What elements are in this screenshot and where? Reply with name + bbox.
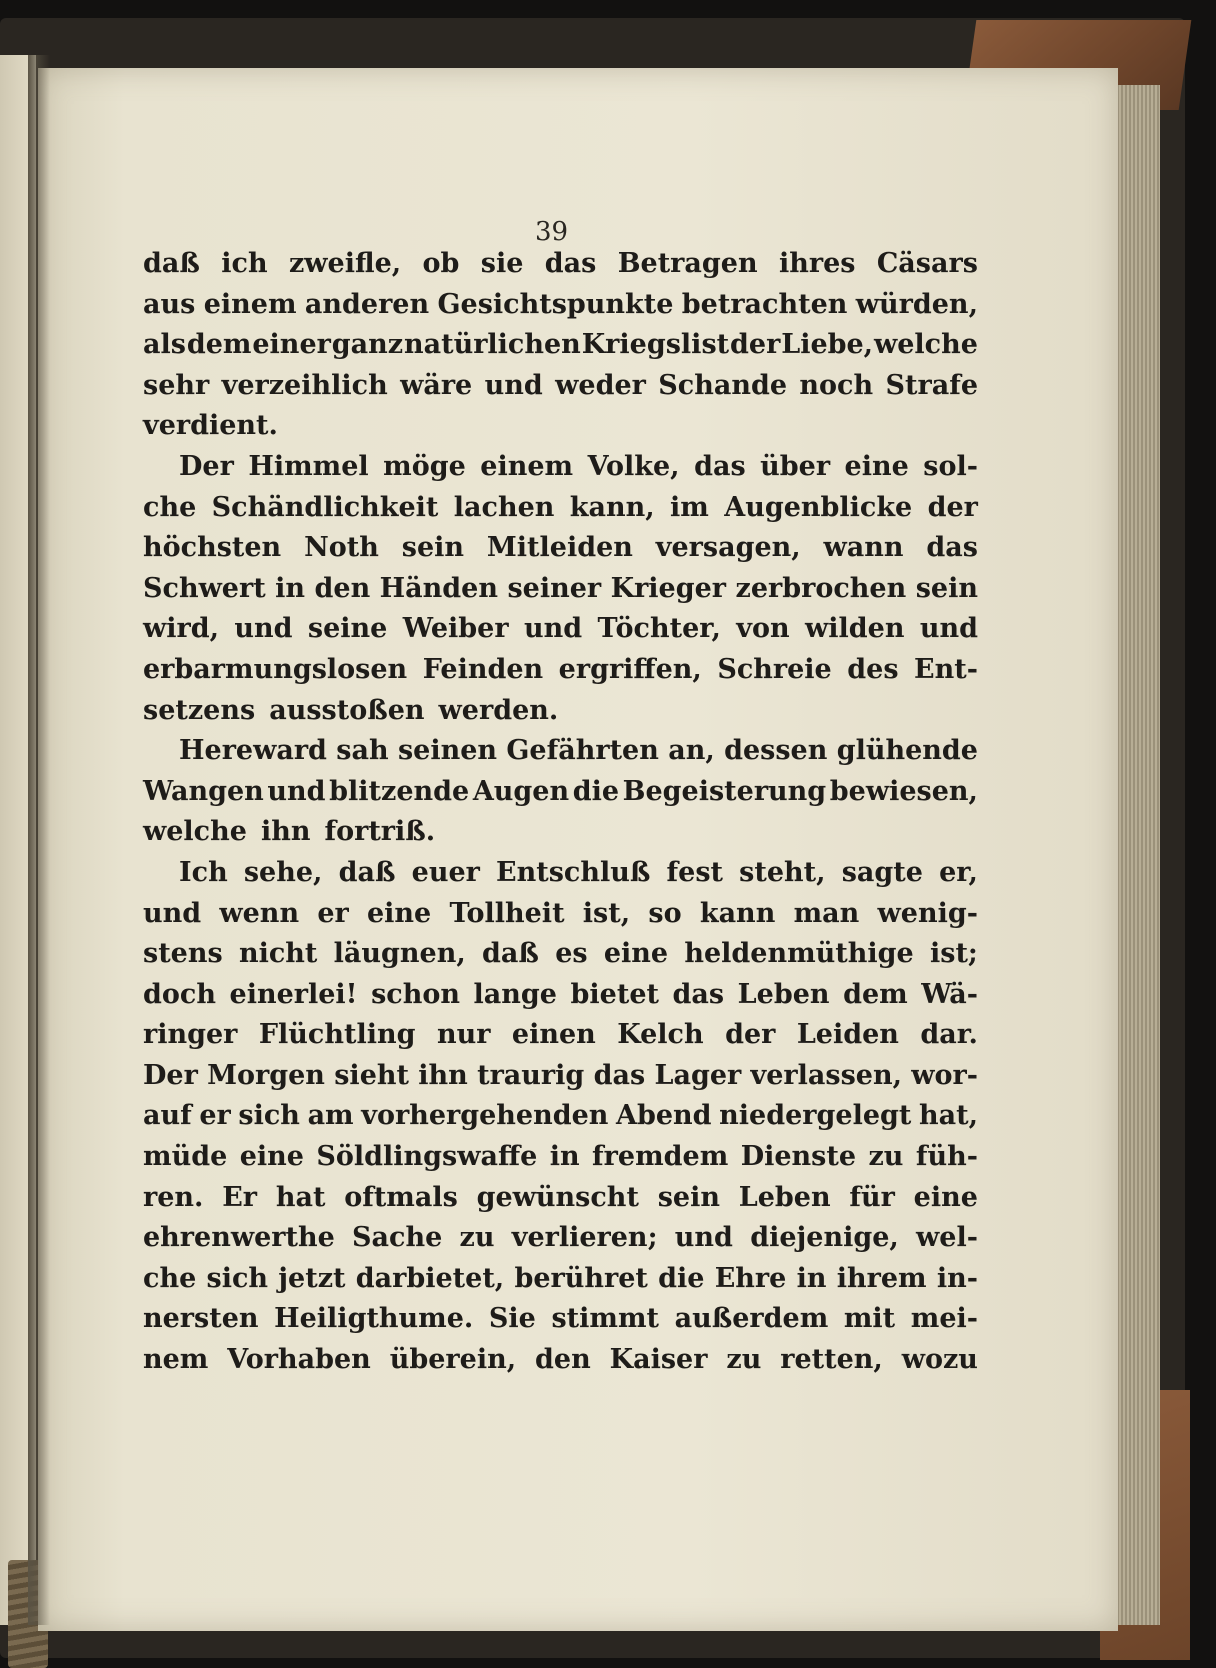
page-edges bbox=[1115, 85, 1160, 1625]
text-line: welche ihn fortriß. bbox=[143, 816, 436, 848]
text-line: doch einerlei! schon lange bietet das Leben dem Wä- bbox=[143, 978, 978, 1010]
gutter-shadow bbox=[28, 55, 50, 1625]
text-line: Hereward sah seinen Gefährten an, dessen glühende bbox=[179, 735, 978, 767]
text-line: daß ich zweifle, ob sie das Betragen ihres Cäsars bbox=[143, 248, 978, 279]
text-line: müde eine Söldlingswaffe in fremdem Dienste zu füh- bbox=[143, 1141, 978, 1173]
text-line: Wangen und blitzende Augen die Begeisterung bewiesen, bbox=[143, 775, 978, 807]
text-line: setzens ausstoßen werden. bbox=[143, 694, 559, 726]
text-line: aus einem anderen Gesichtspunkte betrachten würden, bbox=[143, 288, 978, 320]
text-line: Der Himmel möge einem Volke, das über eine sol- bbox=[179, 450, 978, 482]
text-line: und wenn er eine Tollheit ist, so kann man wenig- bbox=[143, 897, 978, 929]
text-line: Schwert in den Händen seiner Krieger zerbrochen sein bbox=[143, 572, 978, 604]
text-line: höchsten Noth sein Mitleiden versagen, wann das bbox=[143, 532, 978, 564]
text-line: nersten Heiligthume. Sie stimmt außerdem mit mei- bbox=[143, 1303, 978, 1335]
text-line: verdient. bbox=[143, 410, 278, 442]
text-line: Der Morgen sieht ihn traurig das Lager verlassen, wor- bbox=[143, 1059, 978, 1091]
text-line: nem Vorhaben überein, den Kaiser zu retten, wozu bbox=[143, 1344, 978, 1376]
text-line: che Schändlichkeit lachen kann, im Augenblicke der bbox=[143, 491, 978, 523]
text-line: auf er sich am vorhergehenden Abend niedergelegt hat, bbox=[143, 1100, 978, 1132]
text-line: che sich jetzt darbietet, berühret die Ehre in ihrem in- bbox=[143, 1262, 978, 1294]
page-number: 39 bbox=[535, 217, 569, 247]
text-line: wird, und seine Weiber und Töchter, von wilden und bbox=[143, 613, 978, 645]
text-line: sehr verzeihlich wäre und weder Schande noch Strafe bbox=[143, 369, 978, 401]
text-line: erbarmungslosen Feinden ergriffen, Schreie des Ent- bbox=[143, 653, 978, 685]
text-line: ringer Flüchtling nur einen Kelch der Leiden dar. bbox=[143, 1019, 978, 1051]
page-text bbox=[143, 248, 978, 1385]
text-line: ren. Er hat oftmals gewünscht sein Leben für eine bbox=[143, 1181, 978, 1213]
text-line: als dem einer ganz natürlichen Kriegslist der Liebe, welche bbox=[143, 329, 978, 361]
text-line: Ich sehe, daß euer Entschluß fest steht, sagte er, bbox=[179, 856, 978, 888]
text-line: ehrenwerthe Sache zu verlieren; und diejenige, wel- bbox=[143, 1222, 978, 1254]
text-line: stens nicht läugnen, daß es eine heldenmüthige ist; bbox=[143, 938, 978, 970]
